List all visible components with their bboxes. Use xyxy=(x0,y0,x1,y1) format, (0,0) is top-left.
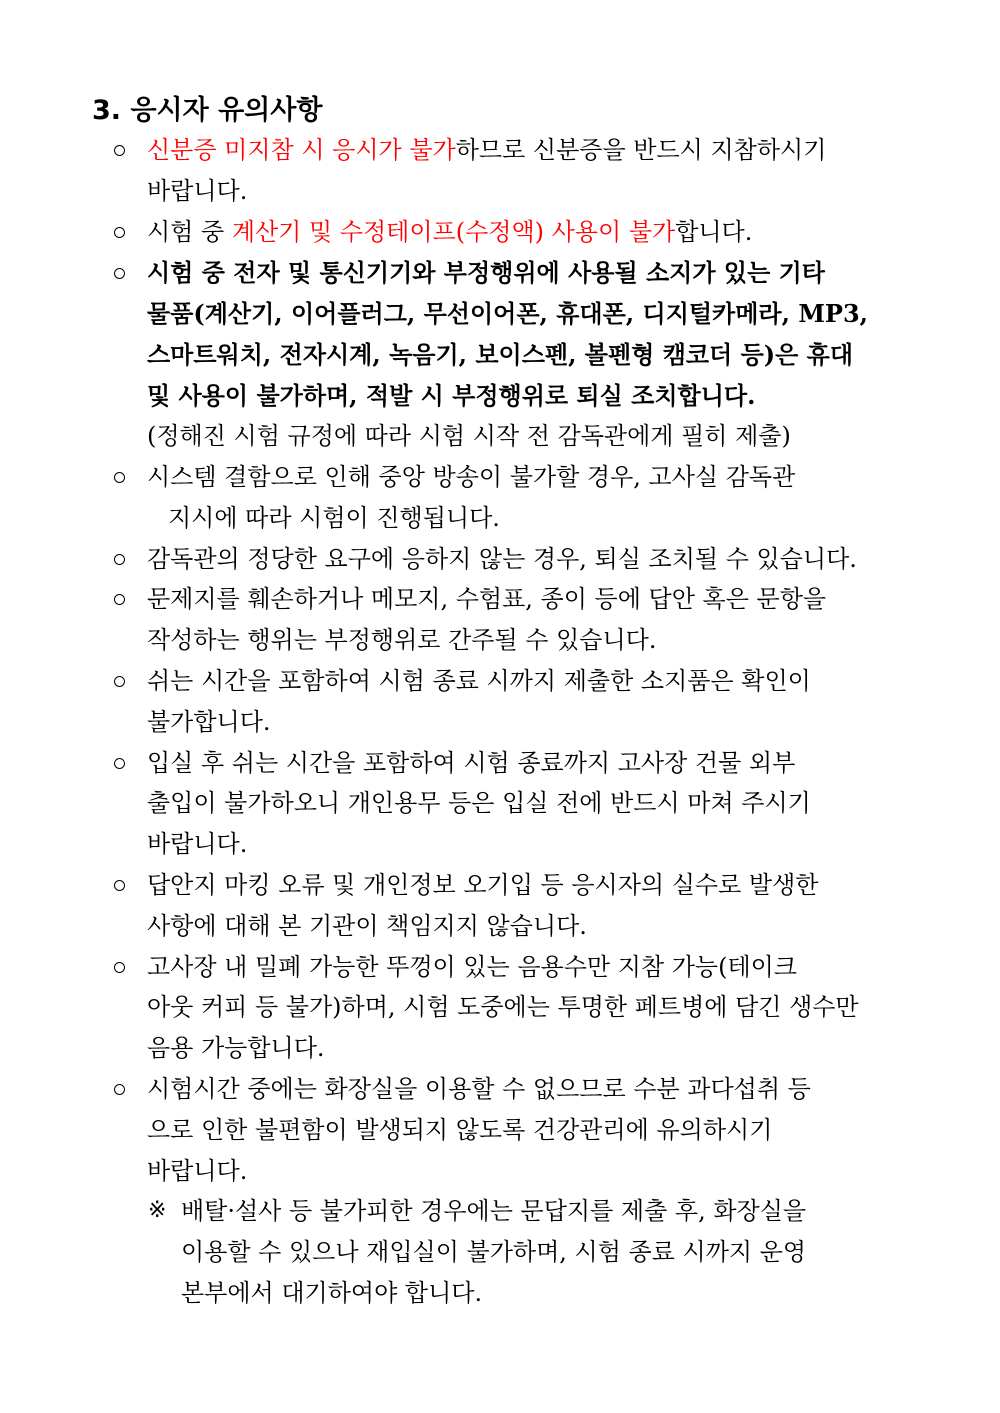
item-line: 문제지를 훼손하거나 메모지, 수험표, 종이 등에 답안 혹은 문항을 xyxy=(147,585,827,613)
bullet-icon xyxy=(114,962,125,973)
item-line: 음용 가능합니다. xyxy=(147,1034,325,1062)
item-line: 사항에 대해 본 기관이 책임지지 않습니다. xyxy=(147,912,587,940)
item-text: 합니다. xyxy=(675,218,753,246)
item-line: 바랍니다. xyxy=(147,1157,248,1185)
item-line: 지시에 따라 시험이 진행됩니다. xyxy=(168,504,500,532)
warning-text: 계산기 및 수정테이프(수정액) 사용이 불가 xyxy=(231,218,676,246)
item-line: 바랍니다. xyxy=(147,177,248,205)
item-line: 출입이 불가하오니 개인용무 등은 입실 전에 반드시 마쳐 주시기 xyxy=(147,789,811,817)
item-line: 시스템 결함으로 인해 중앙 방송이 불가할 경우, 고사실 감독관 xyxy=(147,463,796,491)
bullet-icon xyxy=(114,594,125,605)
note-line: 이용할 수 있으나 재입실이 불가하며, 시험 종료 시까지 운영 xyxy=(181,1238,807,1266)
item-line: 고사장 내 밀폐 가능한 뚜껑이 있는 음용수만 지참 가능(테이크 xyxy=(147,953,797,981)
item-line: 시험시간 중에는 화장실을 이용할 수 없으므로 수분 과다섭취 등 xyxy=(147,1075,811,1103)
bullet-icon xyxy=(114,676,125,687)
item-line: 답안지 마킹 오류 및 개인정보 오기입 등 응시자의 실수로 발생한 xyxy=(147,871,819,899)
item-line xyxy=(147,135,826,165)
reference-mark-icon: ※ xyxy=(148,1198,167,1223)
bullet-icon xyxy=(114,268,125,279)
section-heading: 3. 응시자 유의사항 xyxy=(92,95,323,126)
item-text: 시험 중 xyxy=(147,218,232,246)
item-line: 입실 후 쉬는 시간을 포함하여 시험 종료까지 고사장 건물 외부 xyxy=(147,749,796,777)
bullet-icon xyxy=(114,1084,125,1095)
item-line: 쉬는 시간을 포함하여 시험 종료 시까지 제출한 소지품은 확인이 xyxy=(147,667,811,695)
item-line: 으로 인한 불편함이 발생되지 않도록 건강관리에 유의하시기 xyxy=(147,1116,773,1144)
item-line: 및 사용이 불가하며, 적발 시 부정행위로 퇴실 조치합니다. xyxy=(147,381,756,410)
item-line: 스마트워치, 전자시계, 녹음기, 보이스펜, 볼펜형 캠코더 등)은 휴대 xyxy=(147,340,854,369)
item-line: 감독관의 정당한 요구에 응하지 않는 경우, 퇴실 조치될 수 있습니다. xyxy=(147,545,857,573)
item-line: 바랍니다. xyxy=(147,830,248,858)
note-line: 배탈·설사 등 불가피한 경우에는 문답지를 제출 후, 화장실을 xyxy=(181,1197,807,1225)
item-line: 작성하는 행위는 부정행위로 간주될 수 있습니다. xyxy=(147,626,657,654)
warning-text: 신분증 미지참 시 응시가 불가 xyxy=(147,136,456,164)
bullet-icon xyxy=(114,554,125,565)
bullet-icon xyxy=(114,472,125,483)
bullet-icon xyxy=(114,145,125,156)
bullet-icon xyxy=(114,880,125,891)
item-line xyxy=(147,217,752,247)
note-line: 본부에서 대기하여야 합니다. xyxy=(181,1279,483,1307)
item-line: (정해진 시험 규정에 따라 시험 시작 전 감독관에게 필히 제출) xyxy=(147,422,791,450)
item-line: 불가합니다. xyxy=(147,708,271,736)
bullet-icon xyxy=(114,227,125,238)
bullet-icon xyxy=(114,758,125,769)
item-line: 시험 중 전자 및 통신기기와 부정행위에 사용될 소지가 있는 기타 xyxy=(147,258,825,287)
item-line: 물품(계산기, 이어플러그, 무선이어폰, 휴대폰, 디지털카메라, MP3, xyxy=(147,299,868,328)
item-line: 아웃 커피 등 불가)하며, 시험 도중에는 투명한 페트병에 담긴 생수만 xyxy=(147,993,859,1021)
item-text: 하므로 신분증을 반드시 지참하시기 xyxy=(455,136,827,164)
